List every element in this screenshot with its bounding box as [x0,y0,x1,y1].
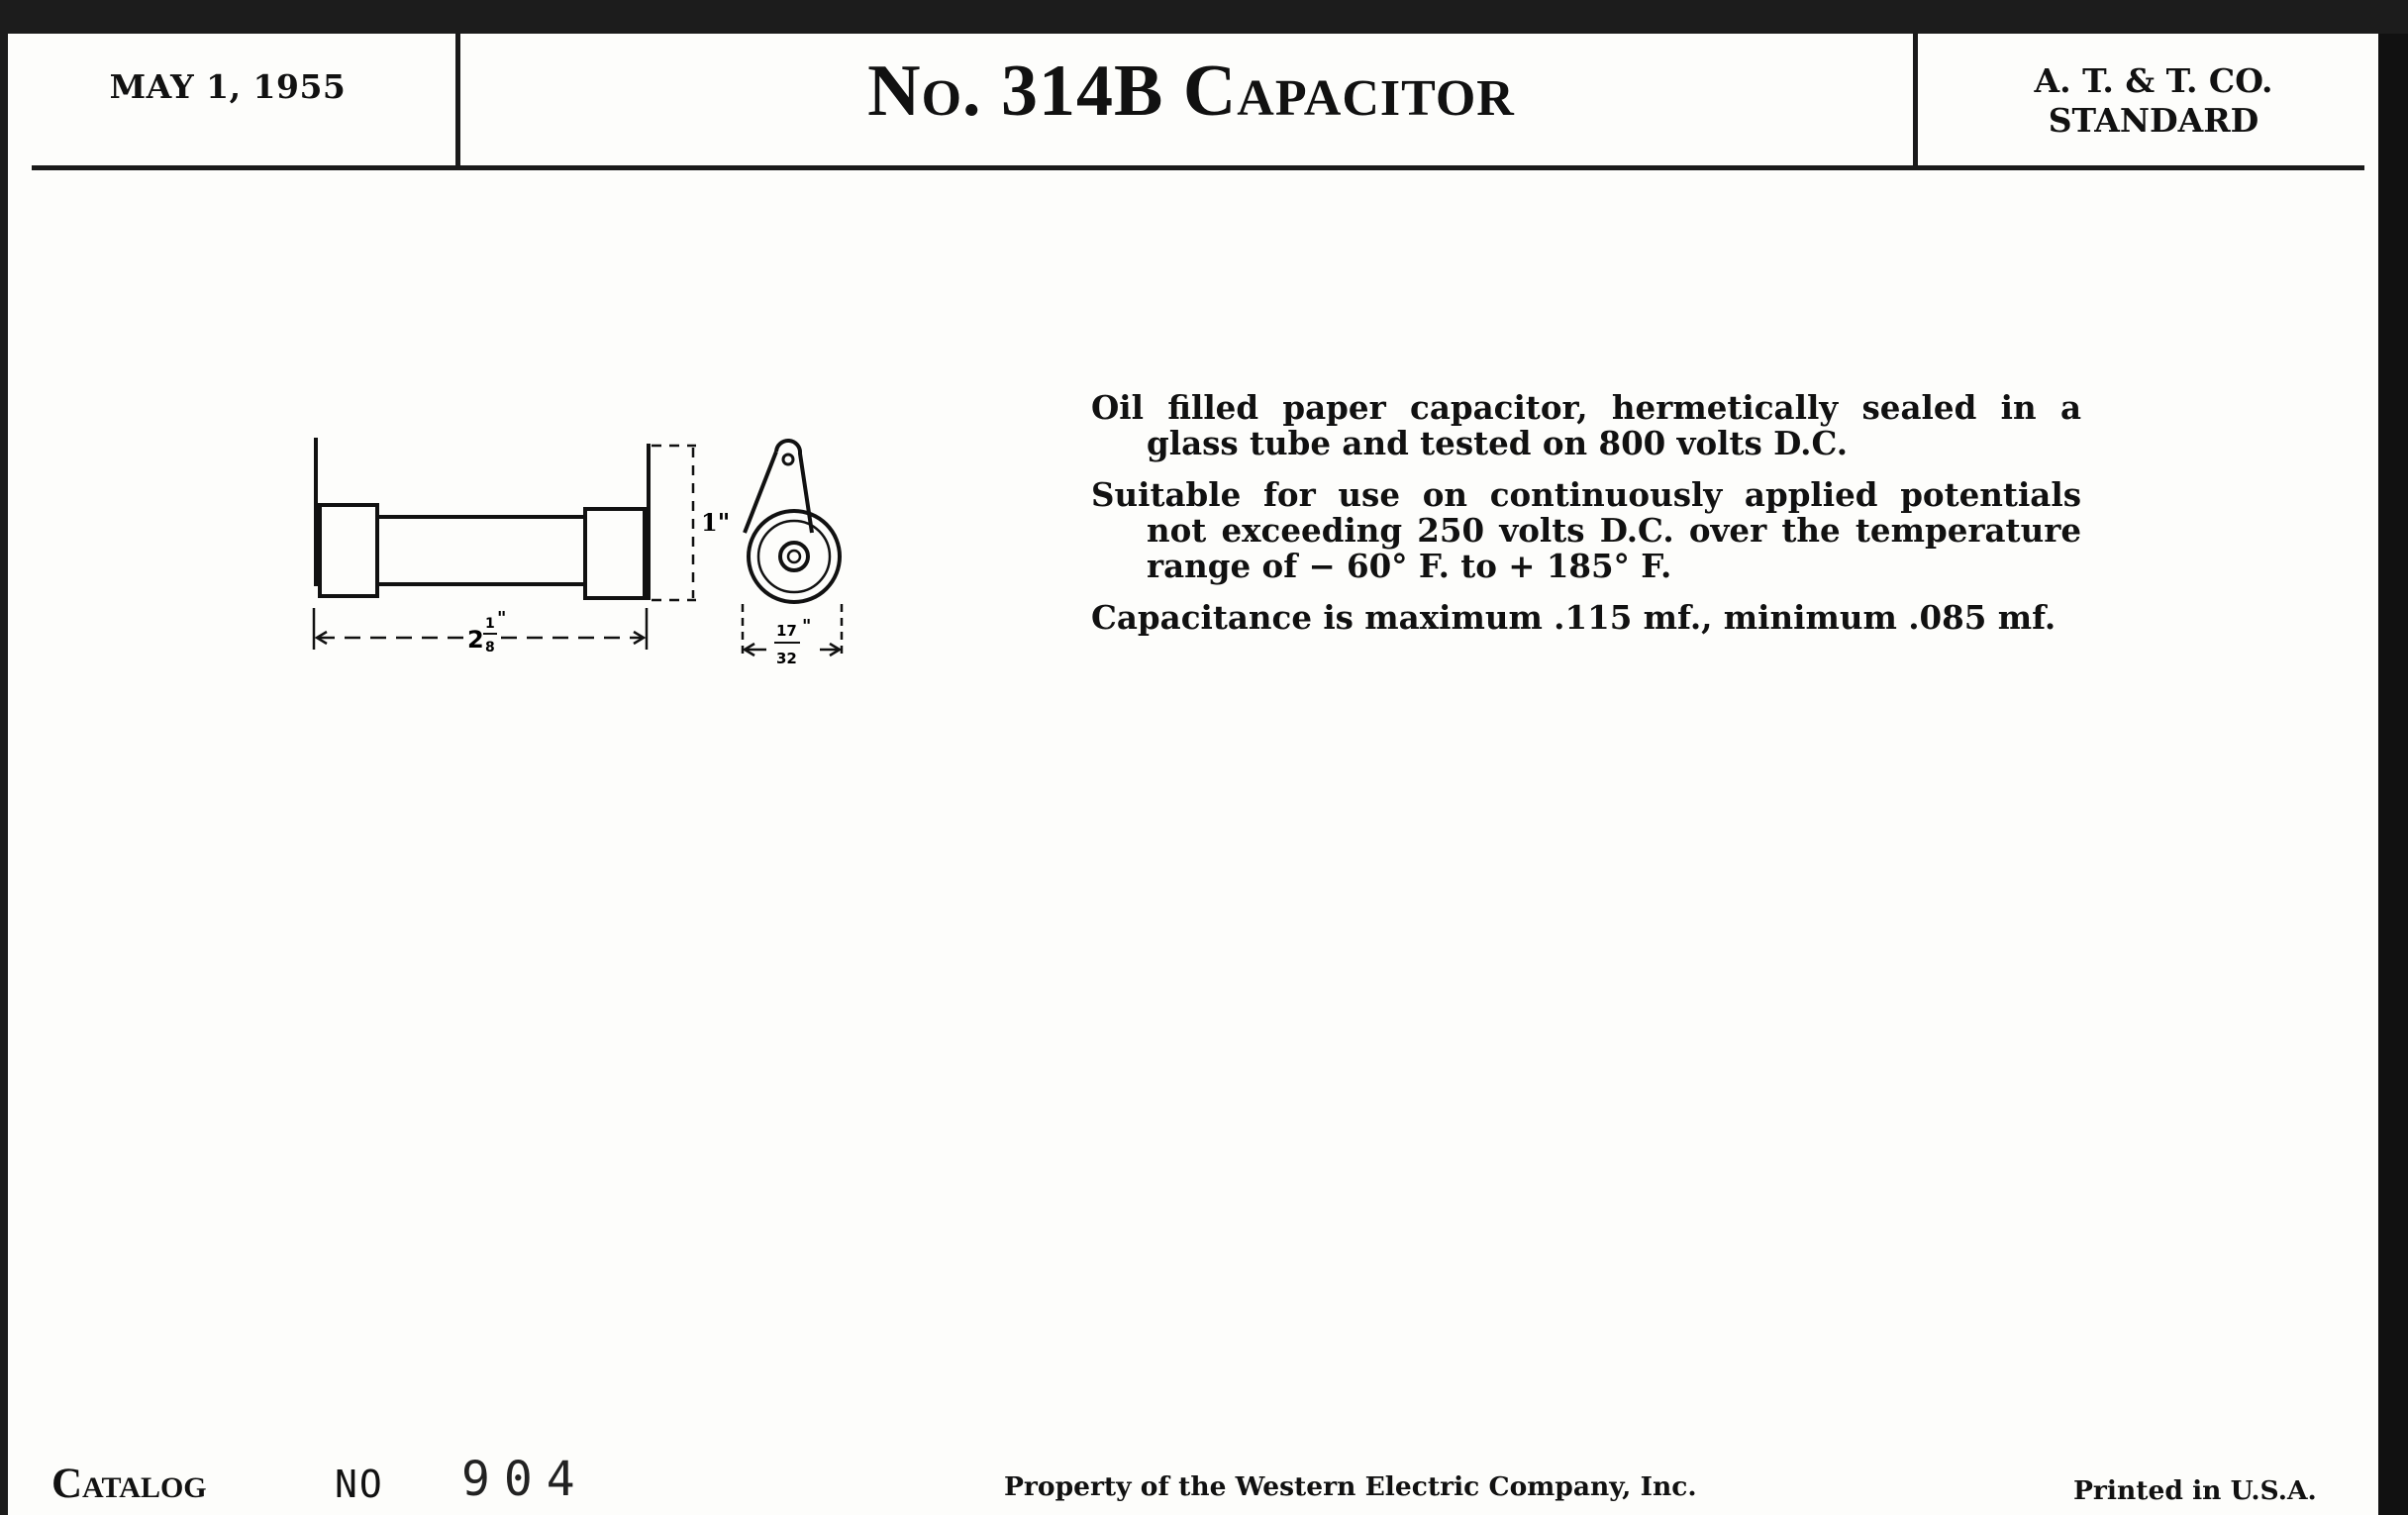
catalog-label: Catalog [51,1461,207,1507]
left-end-cap [320,505,377,596]
property-notice: Property of the Western Electric Company, Inc. [1004,1471,1697,1502]
description-paragraph-2: Suitable for use on continuously applied potentials not exceeding 250 volts D.C. over the temperature range of − 60° F. to + 185° F. [1091,475,2081,585]
catalog-number: 904 [461,1452,589,1507]
description [1091,390,2081,652]
width-frac-den: 32 [776,650,797,667]
printed-notice: Printed in U.S.A. [2073,1475,2317,1506]
standard-line-1: A. T. & T. CO. [2034,61,2273,100]
width-unit: " [802,616,812,637]
description-paragraph-1: Oil filled paper capacitor, hermetically sealed in a glass tube and tested on 800 volts D.C. [1091,388,2081,462]
height-dimension-label: 1" [701,508,731,537]
catalog-no-label: NO [335,1463,384,1506]
standard-line-2: STANDARD [2048,101,2259,140]
issue-date: MAY 1, 1955 [109,67,347,106]
length-unit: " [497,608,507,629]
end-view [745,441,840,602]
width-frac-num: 17 [776,622,797,640]
header-rule [32,165,2364,170]
header-divider-left [455,34,460,170]
page-title: No. 314B Capacitor [867,50,1515,132]
length-frac-num: 1 [485,616,495,632]
description-paragraph-3: Capacitance is maximum .115 mf., minimum .085 mf. [1091,598,2057,637]
length-frac-den: 8 [485,640,495,656]
catalog-card [8,34,2378,1515]
right-end-cap [585,509,645,598]
length-whole: 2 [467,626,484,654]
standard-label [1929,61,2378,141]
capacitor-drawing [305,430,859,707]
